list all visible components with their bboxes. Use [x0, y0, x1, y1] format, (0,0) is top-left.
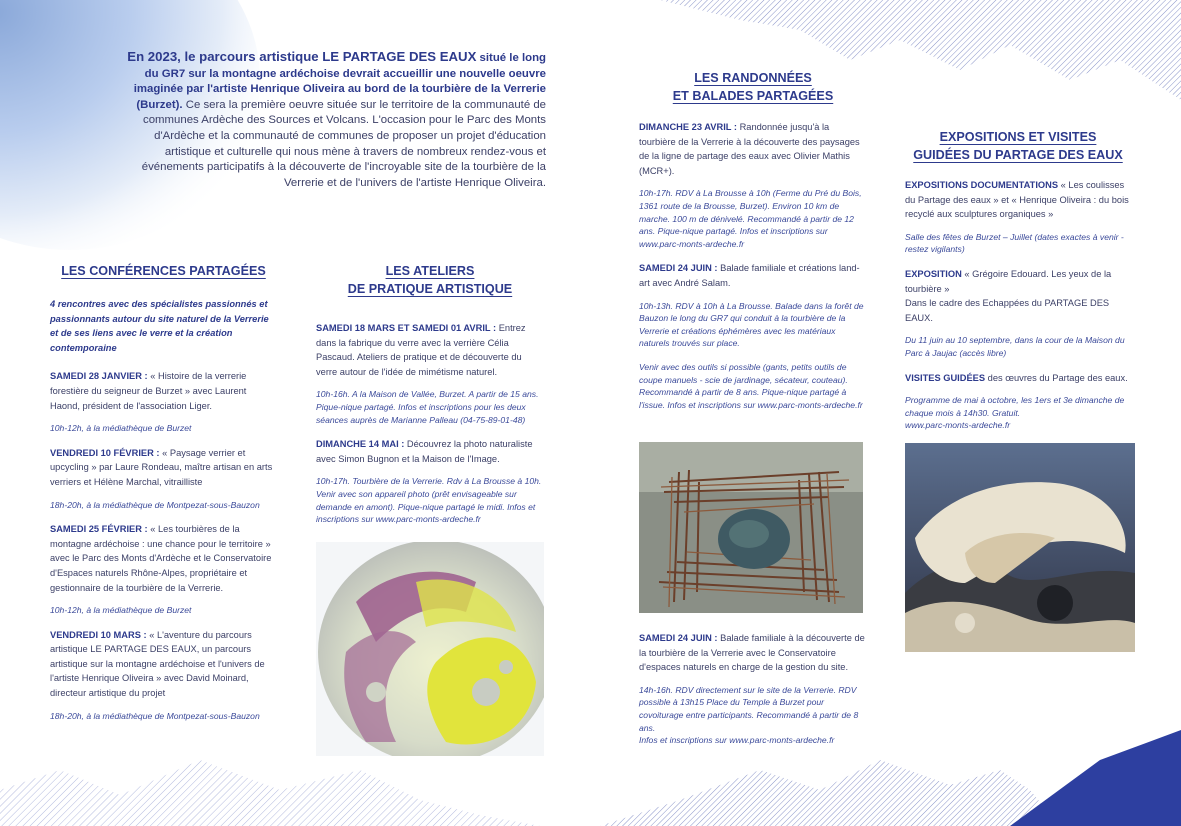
event-info: 10h-12h, à la médiathèque de Burzet	[50, 423, 192, 434]
randonnees-column	[639, 120, 866, 422]
event-date: SAMEDI 18 MARS ET SAMEDI 01 AVRIL :	[316, 323, 497, 333]
intro-bold-lead: En 2023, le parcours artistique LE PARTAGE DES EAUX	[127, 49, 477, 64]
mountain-solid	[1010, 730, 1181, 826]
conferences-column	[50, 297, 277, 733]
event-date: SAMEDI 25 FÉVRIER :	[50, 524, 148, 535]
organic-sculpture-photo	[905, 443, 1135, 652]
event-info-extra: www.parc-monts-ardeche.fr	[905, 420, 1011, 431]
event-info: 10h-12h, à la médiathèque de Burzet	[50, 605, 192, 616]
randonnee-event	[639, 631, 866, 747]
atelier-event	[316, 321, 544, 426]
event-text: « L'aventure du parcours artistique LE PARTAGE DES EAUX, un parcours artistique sur la montagne ardéchoise et l'univers de l'artiste Henrique Oliveira » avec David Moinard, directeur artistique du projet	[50, 629, 265, 699]
mountain-hatch-bottom-left	[0, 760, 540, 826]
land-art-photo	[639, 442, 863, 613]
conference-event	[50, 628, 277, 723]
ateliers-heading-line1: LES ATELIERS	[385, 264, 475, 278]
event-info: Programme de mai à octobre, les 1ers et 3e dimanche de chaque mois à 14h30. Gratuit.	[905, 395, 1125, 418]
event-text: Balade familiale à la découverte de la tourbière de la Verrerie avec le Conservatoire d'espaces naturels en charge de la gestion du site.	[639, 633, 865, 673]
conference-event	[50, 446, 277, 511]
intro-bold-mid: situé le long du GR7 sur la montagne ardéchoise devrait accueillir une nouvelle oeuvre imaginée par l'artiste Henrique Oliveira au bord de la tourbière de la Verrerie (Burzet).	[133, 52, 546, 111]
event-text-extra: Dans le cadre des Echappées du PARTAGE DES EAUX.	[905, 298, 1110, 323]
exposition-event	[905, 267, 1132, 360]
randonnees-heading	[639, 69, 867, 105]
event-date: SAMEDI 24 JUIN :	[639, 263, 718, 274]
event-title: EXPOSITIONS DOCUMENTATIONS	[905, 180, 1059, 190]
event-text: Randonnée jusqu'à la tourbière de la Verrerie à la découverte des paysages de la ligne de partage des eaux avec Olivier Mathis (MCR+).	[639, 122, 860, 176]
expositions-heading-line2: GUIDÉES DU PARTAGE DES EAUX	[913, 148, 1123, 162]
event-text: « Paysage verrier et upcycling » par Laure Rondeau, maître artisan en arts verriers et Hélène Marchal, vitrailliste	[50, 447, 273, 487]
event-title: EXPOSITION	[905, 268, 962, 279]
atelier-event	[316, 437, 544, 526]
event-info: 10h-16h. A la Maison de Vallée, Burzet. A partir de 15 ans. Pique-nique partagé. Infos et inscriptions pour les deux séances auprès de Marianne Palleau (04-75-89-01-48)	[316, 389, 539, 425]
event-info: 18h-20h, à la médiathèque de Montpezat-sous-Bauzon	[50, 499, 260, 510]
event-text: des œuvres du Partage des eaux.	[985, 372, 1128, 383]
event-info: 10h-17h. RDV à La Brousse à 10h (Ferme du Pré du Bois, 1361 route de la Brousse, Burzet). Environ 10 km de marche. 100 m de dénivelé. Recommandé à partir de 12 ans. Pique-nique partagé. Infos et inscriptions sur www.parc-monts-ardeche.fr	[639, 188, 862, 249]
event-title: VISITES GUIDÉES	[905, 372, 986, 383]
event-text: Entrez dans la fabrique du verre avec la verrière Célia Pascaud. Ateliers de pratique et de découverte du verre autour de l'idée de mimétisme naturel.	[316, 323, 526, 377]
exposition-event	[905, 178, 1132, 256]
expositions-column	[905, 178, 1132, 443]
event-info: 18h-20h, à la médiathèque de Montpezat-sous-Bauzon	[50, 710, 260, 721]
event-text: « Grégoire Edouard. Les yeux de la tourbière »	[905, 268, 1112, 294]
event-text: Découvrez la photo naturaliste avec Simon Bugnon et la Maison de l'Image.	[316, 439, 533, 464]
ateliers-heading	[316, 262, 544, 298]
event-info: Du 11 juin au 10 septembre, dans la cour de la Maison du Parc à Jaujac (accès libre)	[905, 335, 1125, 358]
event-info: Salle des fêtes de Burzet – Juillet (dates exactes à venir - restez vigilants)	[905, 231, 1124, 255]
event-text: « Histoire de la verrerie forestière du seigneur de Burzet » avec Laurent Haond, président de l'association Liger.	[50, 371, 247, 411]
intro-rest: Ce sera la première oeuvre située sur le territoire de la communauté de communes Ardèche des Sources et Volcans. L'occasion pour le Parc des Monts d'Ardèche et la communauté de communes de proposer un projet d'éducation artistique et culturelle qui nous mène à travers de nombreux rendez-vous et événements participatifs à la découverte de l'incroyable site de la tourbière de la Verrerie et de l'univers de l'artiste Henrique Oliveira.	[141, 98, 546, 189]
event-text: Balade familiale et créations land-art avec André Salam.	[639, 263, 860, 288]
randonnees-heading-line1: LES RANDONNÉES	[694, 71, 812, 85]
randonnee-event	[639, 261, 866, 411]
event-info-extra: Venir avec des outils si possible (gants, petits outils de coupe manuels - scie de jardinage, sécateur, couteau). Recommandé à partir de 8 ans. Pique-nique partagé à l'issue. Infos et inscriptions sur www.parc-monts-ardeche.fr	[639, 361, 863, 410]
ateliers-heading-line2: DE PRATIQUE ARTISTIQUE	[347, 282, 513, 296]
event-info: 14h-16h. RDV directement sur le site de la Verrerie. RDV possible à 13h15 Place du Temple à Burzet pour covoiturage entre participants. Recommandé à partir de 8 ans.	[639, 684, 859, 733]
event-text: « Les coulisses du Partage des eaux » et « Henrique Oliveira : du bois recyclé aux sculptures organiques »	[905, 180, 1129, 220]
conferences-intro: 4 rencontres avec des spécialistes passionnés et passionnants autour du site naturel de la Verrerie et de ses liens avec le verre et la création contemporaine	[50, 299, 269, 353]
randonnees-column-bottom	[639, 631, 866, 758]
randonnees-heading-line2: ET BALADES PARTAGÉES	[672, 89, 834, 103]
glass-sphere-photo	[316, 542, 544, 756]
event-info-extra: Infos et inscriptions sur www.parc-monts-ardeche.fr	[639, 735, 835, 746]
event-date: DIMANCHE 14 MAI :	[316, 439, 405, 450]
ateliers-column	[316, 321, 544, 537]
event-date: VENDREDI 10 MARS :	[50, 629, 147, 640]
event-date: SAMEDI 24 JUIN :	[639, 633, 718, 643]
intro-paragraph	[112, 49, 546, 191]
exposition-event	[905, 371, 1132, 432]
mountain-hatch-bottom	[600, 760, 1060, 826]
conferences-heading: LES CONFÉRENCES PARTAGÉES	[61, 264, 266, 278]
expositions-heading-line1: EXPOSITIONS ET VISITES	[939, 130, 1097, 144]
event-date: SAMEDI 28 JANVIER :	[50, 371, 148, 382]
event-date: VENDREDI 10 FÉVRIER :	[50, 447, 160, 458]
event-text: « Les tourbières de la montagne ardéchoise : une chance pour le territoire » avec le Parc des Monts d'Ardèche et le Conservatoire d'Espaces naturels Rhône-Alpes, propriétaire et gestionnaire de la tourbière de la Verrerie.	[50, 524, 272, 593]
randonnee-event	[639, 120, 866, 250]
event-info: 10h-17h. Tourbière de la Verrerie. Rdv à La Brousse à 10h. Venir avec son appareil photo (prêt envisageable sur demande en amont). Pique-nique partagé le midi. Infos et inscriptions sur www.parc-monts-ardeche.fr	[316, 476, 542, 525]
expositions-heading	[905, 128, 1131, 164]
event-date: DIMANCHE 23 AVRIL :	[639, 122, 737, 132]
event-info: 10h-13h. RDV à 10h à La Brousse. Balade dans la forêt de Bauzon le long du GR7 qui conduit à la tourbière de la Verrerie et créations éphémères avec les matériaux naturels trouvés sur place.	[639, 300, 864, 349]
conference-event	[50, 522, 277, 617]
conference-event	[50, 369, 277, 434]
